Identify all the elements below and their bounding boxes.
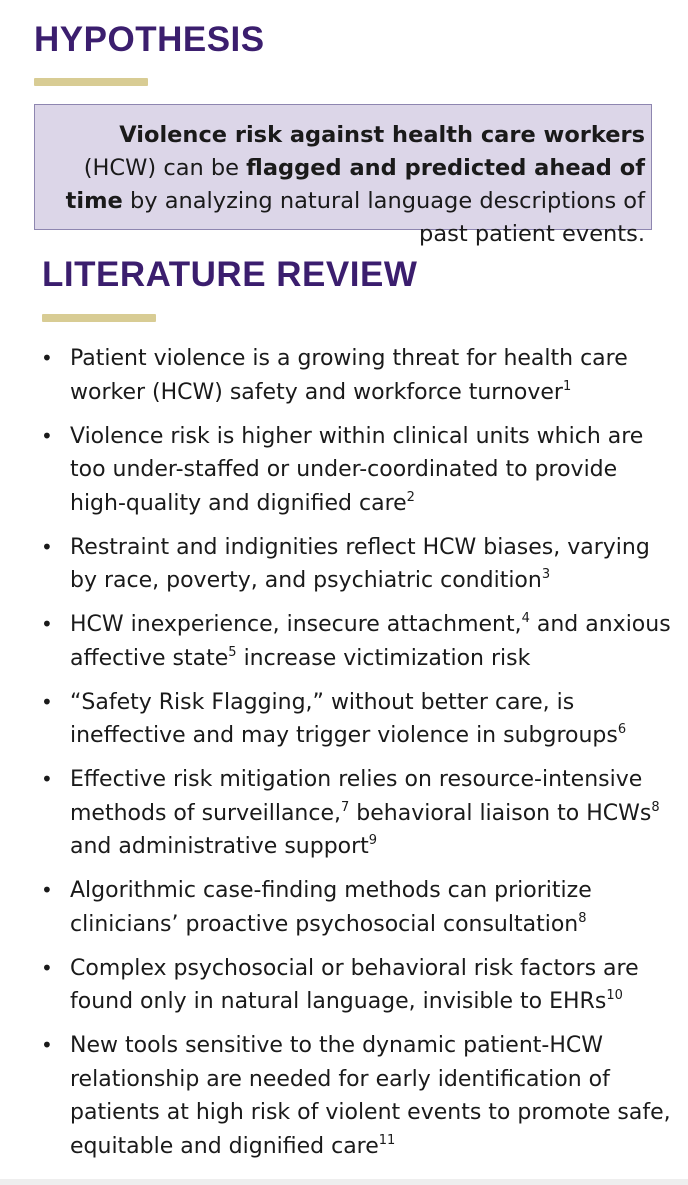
bullet-icon: • <box>41 689 53 714</box>
literature-item <box>40 874 680 941</box>
literature-item <box>40 952 680 1019</box>
literature-accent-bar <box>42 314 156 322</box>
citation-number: 9 <box>368 833 378 848</box>
hypothesis-emphasis: Violence risk against health care workers <box>119 122 645 148</box>
literature-item <box>40 1029 680 1163</box>
hypothesis-text: by analyzing natural language descriptions of past patient events. <box>122 188 645 247</box>
literature-item-text: Effective risk mitigation relies on resource-intensive methods of surveillance, <box>70 767 643 826</box>
bullet-icon: • <box>41 767 53 791</box>
hypothesis-heading: HYPOTHESIS <box>34 20 265 59</box>
citation-number: 4 <box>521 611 530 626</box>
literature-item-text: New tools sensitive to the dynamic patient-HCW relationship are needed for early identification of patients at high risk of violent events to promote safe, equitable and dignified care <box>70 1033 671 1159</box>
literature-item-text: behavioral liaison to HCWs <box>349 800 652 826</box>
bullet-icon: • <box>41 878 53 902</box>
literature-item-text: Algorithmic case-finding methods can prioritize clinicians’ proactive psychosocial consultation <box>70 878 592 937</box>
hypothesis-accent-bar <box>34 78 148 86</box>
literature-item-text: HCW inexperience, insecure attachment, <box>70 612 522 637</box>
literature-item-text: and anxious affective state <box>70 612 671 671</box>
literature-item <box>40 608 680 675</box>
literature-item-text: Patient violence is a growing threat for health care worker (HCW) safety and workforce turnover <box>70 346 628 405</box>
bullet-icon: • <box>41 346 53 370</box>
literature-item-text: Complex psychosocial or behavioral risk factors are found only in natural language, invisible to EHRs <box>70 955 639 1014</box>
literature-item <box>40 342 680 409</box>
literature-item-text: Violence risk is higher within clinical units which are too under-staffed or under-coordinated to provide high-quality and dignified care <box>70 423 644 516</box>
hypothesis-text: (HCW) can be <box>83 155 247 181</box>
bottom-divider <box>0 1179 688 1185</box>
citation-number: 10 <box>606 988 623 1003</box>
citation-number: 8 <box>578 910 587 926</box>
bullet-icon: • <box>41 612 53 636</box>
literature-list <box>40 342 680 1174</box>
citation-number: 1 <box>562 378 572 394</box>
hypothesis-box <box>34 104 652 247</box>
citation-number: 5 <box>228 644 237 660</box>
citation-number: 11 <box>378 1132 396 1148</box>
bullet-icon: • <box>41 955 53 980</box>
bullet-icon: • <box>41 534 53 559</box>
literature-item <box>40 531 680 598</box>
bullet-icon: • <box>41 423 53 448</box>
literature-review-heading: LITERATURE REVIEW <box>42 255 418 294</box>
citation-number: 3 <box>541 567 551 582</box>
literature-item-text: Restraint and indignities reflect HCW biases, varying by race, poverty, and psychiatric condition <box>70 534 650 593</box>
literature-item <box>40 763 680 864</box>
citation-number: 8 <box>651 799 660 815</box>
literature-item <box>40 420 680 521</box>
citation-number: 2 <box>406 489 415 505</box>
literature-item-text: and administrative support <box>70 834 369 859</box>
bullet-icon: • <box>41 1033 53 1057</box>
literature-item-text: “Safety Risk Flagging,” without better care, is ineffective and may trigger violence in subgroups <box>70 689 618 748</box>
citation-number: 6 <box>617 722 627 737</box>
literature-item <box>40 686 680 753</box>
citation-number: 7 <box>341 799 350 815</box>
hypothesis-emphasis: flagged and predicted ahead of time <box>65 155 645 214</box>
literature-item-text: increase victimization risk <box>236 645 531 671</box>
